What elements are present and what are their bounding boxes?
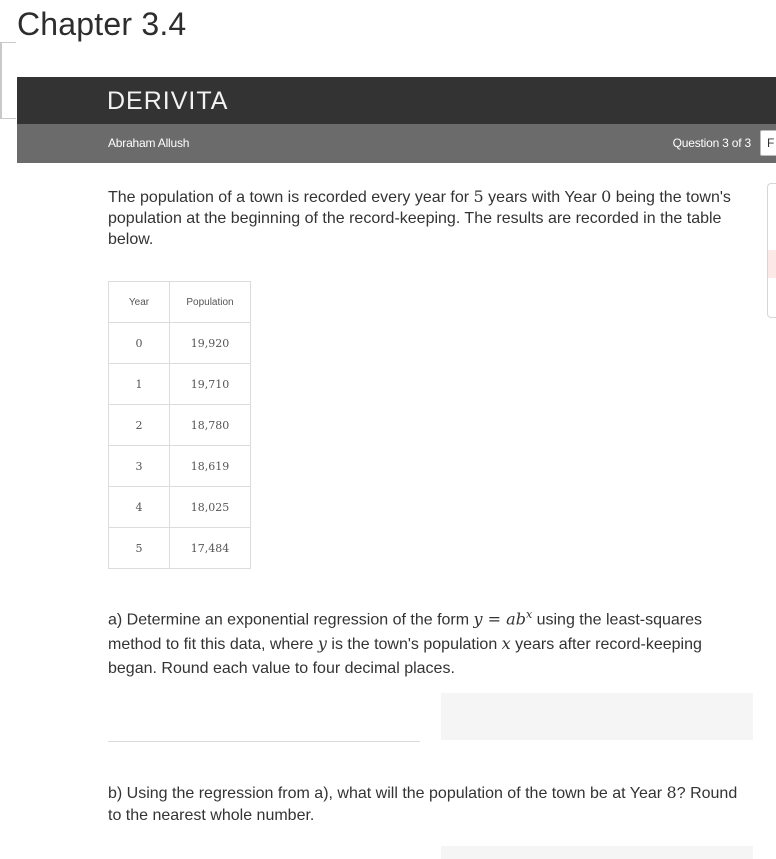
problem-statement (108, 186, 748, 250)
math-variable: y (473, 609, 483, 629)
question-text: ? Round to the nearest whole number. (108, 785, 738, 824)
user-name: Abraham Allush (108, 136, 190, 150)
next-button[interactable]: F (760, 130, 776, 156)
year-cell: 4 (109, 487, 170, 528)
table-row (109, 528, 251, 569)
population-table (108, 281, 251, 569)
brand-logo: DERIVITA (107, 87, 229, 115)
part-b-question (108, 782, 748, 827)
answer-b-input[interactable] (441, 846, 753, 859)
year-cell: 2 (109, 405, 170, 446)
table-header-row (109, 282, 251, 323)
question-text: b) Using the regression from a), what will the population of the town be at Year (108, 785, 667, 802)
math-exponent: x (525, 608, 533, 621)
answer-a-underline[interactable] (108, 741, 420, 742)
left-panel-edge-bottom (0, 118, 16, 119)
population-cell: 18,619 (170, 446, 251, 487)
population-cell: 19,710 (170, 364, 251, 405)
problem-text: years with Year (483, 189, 602, 206)
question-text: a) Determine an exponential regression of the form (108, 611, 474, 629)
left-panel-edge-top (0, 42, 16, 43)
question-text: using the least-squares method to fit this data, where (108, 611, 703, 654)
math-variable: ab (506, 609, 526, 629)
table-row (109, 487, 251, 528)
table-row (109, 446, 251, 487)
problem-text: The population of a town is recorded every year for (108, 189, 474, 206)
year-cell: 5 (109, 528, 170, 569)
table-row (109, 323, 251, 364)
side-panel-highlight (768, 250, 776, 278)
question-counter: Question 3 of 3 (672, 136, 751, 150)
population-cell: 18,780 (170, 405, 251, 446)
left-panel-edge (0, 42, 2, 118)
problem-text: being the town's population at the beginning of the record-keeping. The results are recorded in the table below. (108, 189, 731, 248)
brand-bar (17, 77, 776, 124)
math-operator: = (482, 609, 507, 629)
population-cell: 19,920 (170, 323, 251, 364)
question-text: years after record-keeping began. Round each value to four decimal places. (108, 636, 702, 678)
year-cell: 1 (109, 364, 170, 405)
math-number: 5 (473, 187, 484, 206)
user-bar (17, 124, 776, 163)
math-number: 0 (601, 187, 612, 206)
table-row (109, 405, 251, 446)
column-header-year: Year (109, 282, 170, 323)
year-cell: 3 (109, 446, 170, 487)
answer-a-input[interactable] (441, 693, 753, 740)
column-header-population: Population (170, 282, 251, 323)
page-title: Chapter 3.4 (17, 6, 187, 42)
population-cell: 18,025 (170, 487, 251, 528)
table-row (109, 364, 251, 405)
math-variable: y (317, 634, 327, 654)
part-a-question (108, 603, 748, 681)
math-variable: x (501, 634, 511, 654)
population-cell: 17,484 (170, 528, 251, 569)
math-number: 8 (666, 783, 677, 802)
question-text: is the town's population (326, 636, 502, 654)
year-cell: 0 (109, 323, 170, 364)
